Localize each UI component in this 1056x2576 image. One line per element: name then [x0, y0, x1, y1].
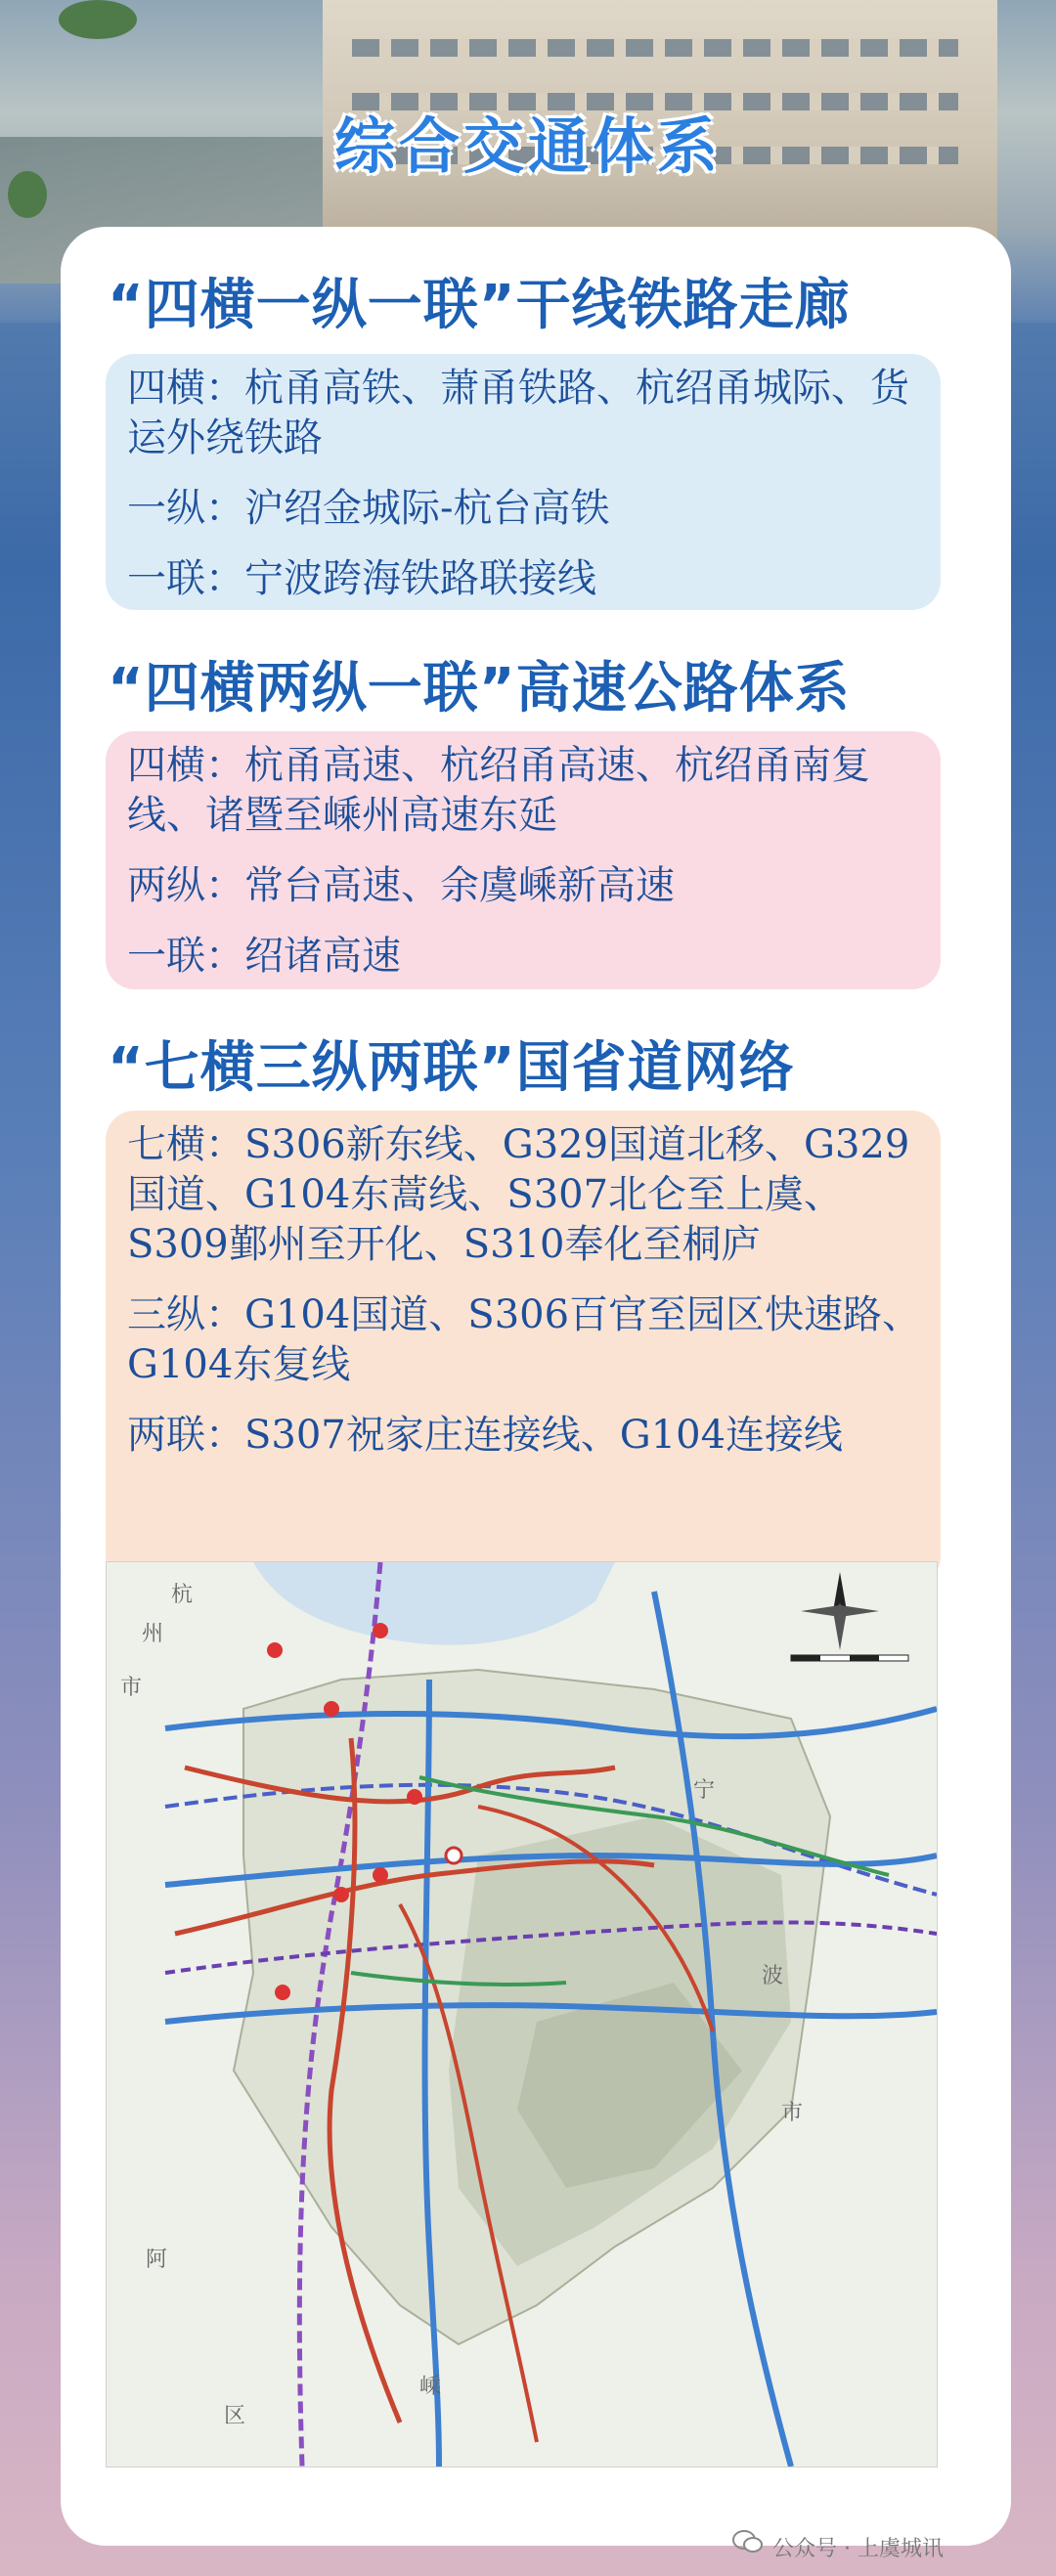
station-marker	[333, 1887, 349, 1902]
expressway-line: 四横：杭甬高速、杭绍甬高速、杭绍甬南复线、诸暨至嵊州高速东延	[127, 743, 870, 838]
railway-line: 一纵：沪绍金城际-杭台高铁	[127, 486, 610, 531]
section-heading-railway: “四横一纵一联”干线铁路走廊	[108, 274, 851, 337]
section-heading-expressway: “四横两纵一联”高速公路体系	[108, 657, 851, 720]
station-marker	[446, 1848, 462, 1863]
hero-window-row	[352, 39, 958, 57]
station-marker	[275, 1985, 290, 2000]
bay-water	[253, 1562, 615, 1645]
national-road-line: 两联：S307祝家庄连接线、G104连接线	[127, 1413, 844, 1458]
national-road-box	[106, 1111, 941, 1586]
map-place-label: 市	[120, 1676, 143, 1700]
map-place-label: 市	[781, 2101, 804, 2125]
map-svg	[107, 1562, 937, 2467]
station-marker	[373, 1623, 388, 1638]
national-road-line: 三纵：G104国道、S306百官至园区快速路、G104东复线	[127, 1292, 922, 1387]
station-marker	[267, 1642, 283, 1658]
map-place-label: 州	[142, 1622, 164, 1646]
transport-network-map	[106, 1561, 938, 2467]
scale-bar	[791, 1655, 908, 1661]
map-place-label: 波	[762, 1964, 784, 1988]
expressway-box	[106, 731, 941, 989]
hero-tree	[59, 0, 137, 39]
north-arrow-icon	[801, 1572, 879, 1650]
station-marker	[407, 1789, 422, 1805]
expressway-line: 一联：绍诸高速	[127, 934, 401, 979]
map-place-label: 区	[224, 2404, 246, 2428]
page-title: 综合交通体系	[333, 110, 722, 182]
section-heading-national-road: “七横三纵两联”国省道网络	[108, 1036, 795, 1100]
railway-line: 一联：宁波跨海铁路联接线	[127, 556, 596, 601]
railway-box	[106, 354, 941, 610]
station-marker	[373, 1867, 388, 1883]
expressway-line: 两纵：常台高速、余虞嵊新高速	[127, 863, 675, 908]
wechat-icon	[731, 2528, 765, 2555]
footer-brand: 公众号 · 上虞城讯	[772, 2537, 944, 2561]
station-marker	[324, 1701, 339, 1717]
map-place-label: 阿	[146, 2248, 168, 2272]
map-place-label: 宁	[693, 1778, 716, 1803]
map-place-label: 嵊	[419, 2375, 442, 2399]
map-place-label: 杭	[171, 1583, 194, 1607]
railway-line: 四横：杭甬高铁、萧甬铁路、杭绍甬城际、货运外绕铁路	[127, 366, 909, 460]
national-road-line: 七横：S306新东线、G329国道北移、G329国道、G104东蒿线、S307北仑至上虞、S309鄞州至开化、S310奉化至桐庐	[127, 1122, 910, 1267]
